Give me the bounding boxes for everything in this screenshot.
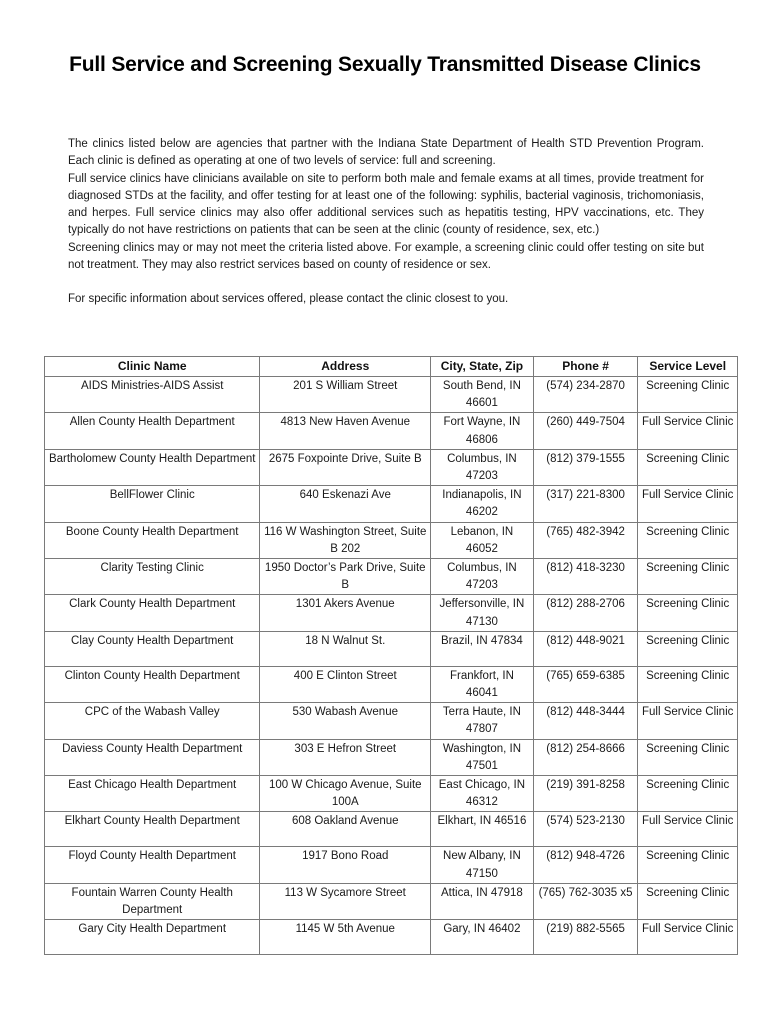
phone-cell: (765) 482-3942 <box>533 522 638 558</box>
clinic-name-cell: Allen County Health Department <box>45 413 260 449</box>
table-row <box>45 847 738 883</box>
phone-cell: (219) 391-8258 <box>533 776 638 812</box>
phone-cell: (812) 379-1555 <box>533 449 638 485</box>
clinic-name-cell: East Chicago Health Department <box>45 776 260 812</box>
service-level-cell: Full Service Clinic <box>638 703 738 739</box>
service-level-cell: Screening Clinic <box>638 883 738 919</box>
table-row <box>45 883 738 919</box>
address-cell: 608 Oakland Avenue <box>260 812 431 847</box>
address-cell: 400 E Clinton Street <box>260 666 431 702</box>
service-level-cell: Screening Clinic <box>638 847 738 883</box>
address-cell: 100 W Chicago Avenue, Suite 100A <box>260 776 431 812</box>
clinic-name-cell: AIDS Ministries-AIDS Assist <box>45 377 260 413</box>
table-row <box>45 522 738 558</box>
clinic-name-cell: Bartholomew County Health Department <box>45 449 260 485</box>
address-cell: 201 S William Street <box>260 377 431 413</box>
city-cell: New Albany, IN 47150 <box>431 847 534 883</box>
address-cell: 1145 W 5th Avenue <box>260 920 431 955</box>
service-level-cell: Screening Clinic <box>638 595 738 631</box>
service-level-cell: Full Service Clinic <box>638 812 738 847</box>
table-row <box>45 377 738 413</box>
city-cell: Indianapolis, IN 46202 <box>431 486 534 522</box>
service-level-cell: Full Service Clinic <box>638 413 738 449</box>
clinic-name-cell: Clark County Health Department <box>45 595 260 631</box>
city-cell: Fort Wayne, IN 46806 <box>431 413 534 449</box>
header-address: Address <box>260 357 431 377</box>
intro-paragraph: The clinics listed below are agencies that partner with the Indiana State Department of Health STD Prevention Program. Each clinic is defined as operating at one of two levels of service: full and screening. <box>68 138 704 168</box>
address-cell: 640 Eskenazi Ave <box>260 486 431 522</box>
service-level-cell: Full Service Clinic <box>638 920 738 955</box>
phone-cell: (812) 254-8666 <box>533 739 638 775</box>
address-cell: 18 N Walnut St. <box>260 631 431 666</box>
clinic-name-cell: CPC of the Wabash Valley <box>45 703 260 739</box>
contact-note: For specific information about services offered, please contact the clinic closest to you. <box>68 293 509 306</box>
address-cell: 2675 Foxpointe Drive, Suite B <box>260 449 431 485</box>
city-cell: Columbus, IN 47203 <box>431 449 534 485</box>
phone-cell: (812) 448-3444 <box>533 703 638 739</box>
header-phone: Phone # <box>533 357 638 377</box>
table-header-row <box>45 357 738 377</box>
phone-cell: (219) 882-5565 <box>533 920 638 955</box>
header-clinic-name: Clinic Name <box>45 357 260 377</box>
clinic-name-cell: Clarity Testing Clinic <box>45 559 260 595</box>
clinic-name-cell: Daviess County Health Department <box>45 739 260 775</box>
address-cell: 303 E Hefron Street <box>260 739 431 775</box>
table-row <box>45 486 738 522</box>
table-row <box>45 812 738 847</box>
clinic-name-cell: Boone County Health Department <box>45 522 260 558</box>
clinic-name-cell: Gary City Health Department <box>45 920 260 955</box>
clinic-name-cell: Clay County Health Department <box>45 631 260 666</box>
service-level-cell: Screening Clinic <box>638 739 738 775</box>
page-title: Full Service and Screening Sexually Transmitted Disease Clinics <box>69 53 701 76</box>
table-row <box>45 666 738 702</box>
table-row <box>45 920 738 955</box>
phone-cell: (812) 418-3230 <box>533 559 638 595</box>
city-cell: South Bend, IN 46601 <box>431 377 534 413</box>
address-cell: 1301 Akers Avenue <box>260 595 431 631</box>
clinic-table <box>44 356 738 955</box>
service-level-cell: Screening Clinic <box>638 377 738 413</box>
service-level-cell: Screening Clinic <box>638 666 738 702</box>
intro-paragraph: Full service clinics have clinicians available on site to perform both male and female exams at all times, provide treatment for diagnosed STDs at the facility, and offer testing for at least one of the following: syphilis, bacterial vaginosis, trichomoniasis, and herpes. Full service clinics may also offer additional services such as hepatitis testing, HPV vaccinations, etc. They typically do not have restrictions on patients that can be seen at the clinic (county of residence, sex, etc.) <box>68 172 704 237</box>
header-service-level: Service Level <box>638 357 738 377</box>
phone-cell: (574) 523-2130 <box>533 812 638 847</box>
city-cell: Lebanon, IN 46052 <box>431 522 534 558</box>
clinic-name-cell: BellFlower Clinic <box>45 486 260 522</box>
address-cell: 113 W Sycamore Street <box>260 883 431 919</box>
address-cell: 530 Wabash Avenue <box>260 703 431 739</box>
intro-section <box>68 136 704 309</box>
city-cell: Attica, IN 47918 <box>431 883 534 919</box>
phone-cell: (260) 449-7504 <box>533 413 638 449</box>
service-level-cell: Screening Clinic <box>638 631 738 666</box>
phone-cell: (812) 448-9021 <box>533 631 638 666</box>
intro-paragraph: Screening clinics may or may not meet the criteria listed above. For example, a screening clinic could offer testing on site but not treatment. They may also restrict services based on county of residence or sex. <box>68 241 704 272</box>
phone-cell: (812) 948-4726 <box>533 847 638 883</box>
clinic-name-cell: Clinton County Health Department <box>45 666 260 702</box>
clinic-name-cell: Fountain Warren County Health Department <box>45 883 260 919</box>
table-row <box>45 631 738 666</box>
phone-cell: (812) 288-2706 <box>533 595 638 631</box>
service-level-cell: Screening Clinic <box>638 776 738 812</box>
city-cell: Jeffersonville, IN 47130 <box>431 595 534 631</box>
phone-cell: (574) 234-2870 <box>533 377 638 413</box>
table-row <box>45 413 738 449</box>
table-row <box>45 449 738 485</box>
phone-cell: (317) 221-8300 <box>533 486 638 522</box>
table-row <box>45 776 738 812</box>
phone-cell: (765) 762-3035 x5 <box>533 883 638 919</box>
clinic-name-cell: Elkhart County Health Department <box>45 812 260 847</box>
table-row <box>45 559 738 595</box>
city-cell: Brazil, IN 47834 <box>431 631 534 666</box>
city-cell: Terra Haute, IN 47807 <box>431 703 534 739</box>
city-cell: Gary, IN 46402 <box>431 920 534 955</box>
city-cell: Frankfort, IN 46041 <box>431 666 534 702</box>
city-cell: Washington, IN 47501 <box>431 739 534 775</box>
address-cell: 4813 New Haven Avenue <box>260 413 431 449</box>
city-cell: Columbus, IN 47203 <box>431 559 534 595</box>
table-row <box>45 739 738 775</box>
service-level-cell: Screening Clinic <box>638 449 738 485</box>
phone-cell: (765) 659-6385 <box>533 666 638 702</box>
address-cell: 1950 Doctor’s Park Drive, Suite B <box>260 559 431 595</box>
address-cell: 1917 Bono Road <box>260 847 431 883</box>
city-cell: Elkhart, IN 46516 <box>431 812 534 847</box>
table-row <box>45 703 738 739</box>
header-city-state-zip: City, State, Zip <box>431 357 534 377</box>
table-row <box>45 595 738 631</box>
address-cell: 116 W Washington Street, Suite B 202 <box>260 522 431 558</box>
service-level-cell: Screening Clinic <box>638 559 738 595</box>
city-cell: East Chicago, IN 46312 <box>431 776 534 812</box>
service-level-cell: Full Service Clinic <box>638 486 738 522</box>
clinic-name-cell: Floyd County Health Department <box>45 847 260 883</box>
service-level-cell: Screening Clinic <box>638 522 738 558</box>
